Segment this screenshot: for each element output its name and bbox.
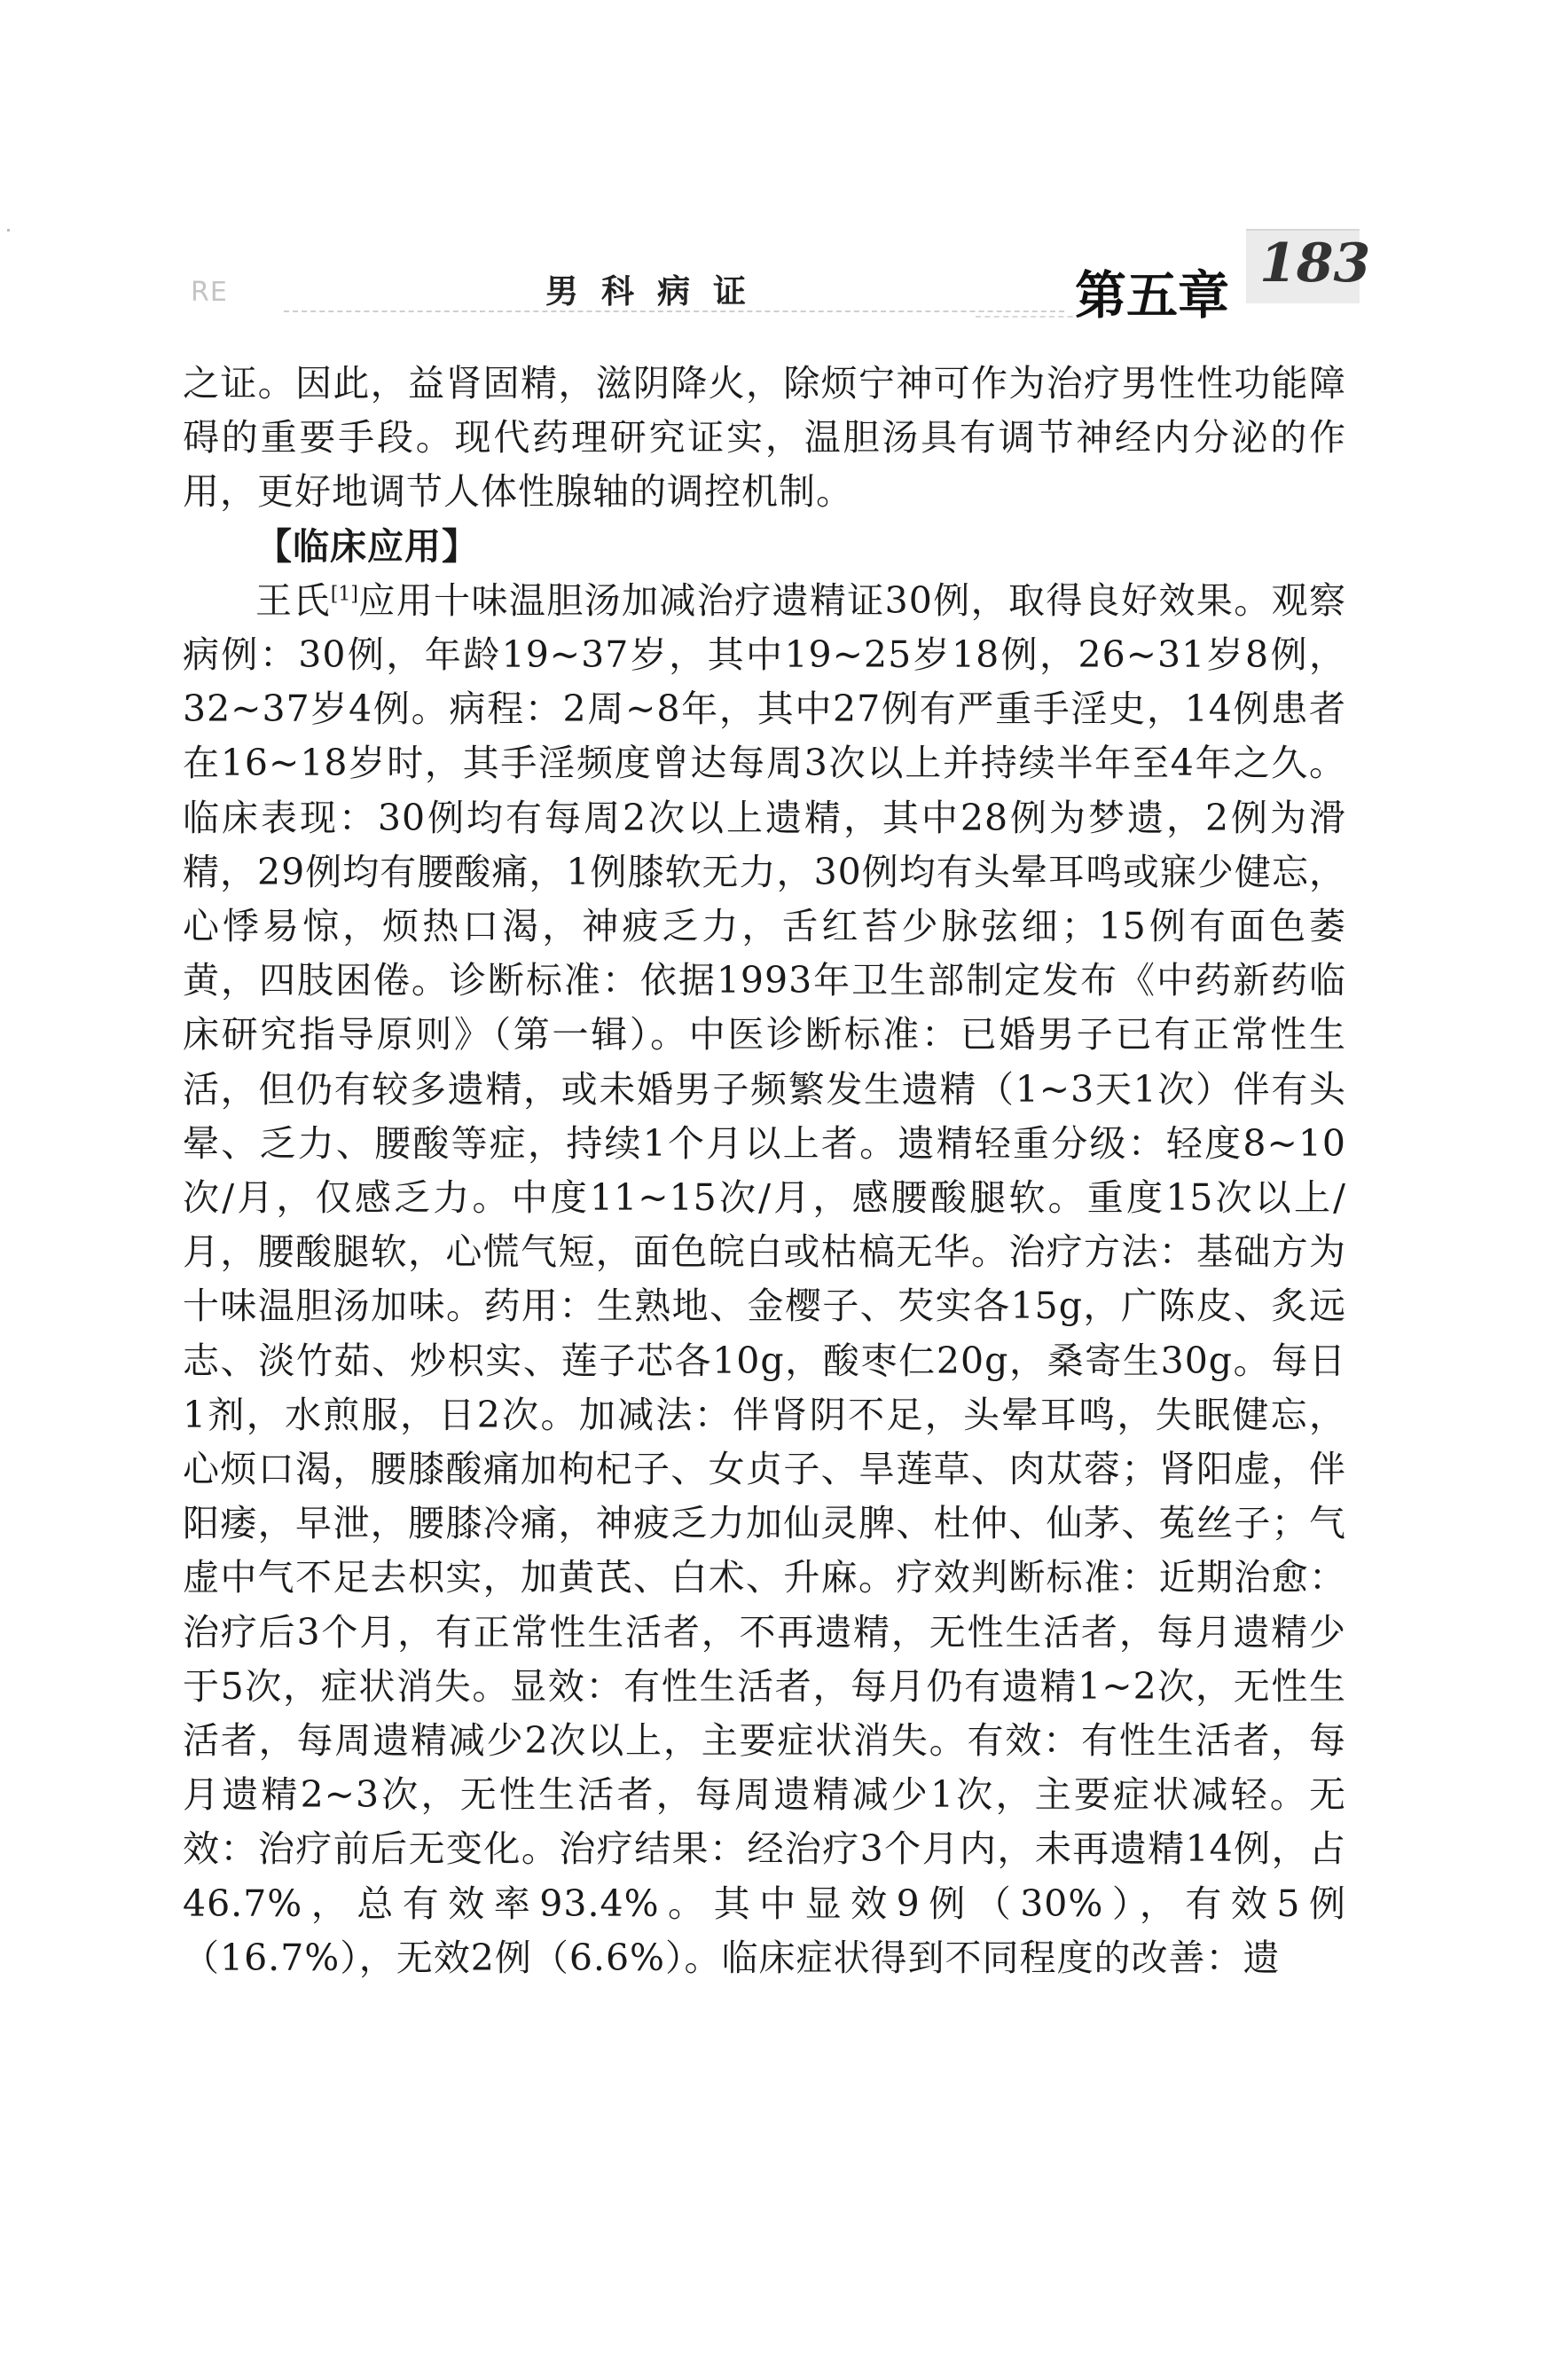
paragraph-continuation: 之证。因此，益肾固精，滋阴降火，除烦宁神可作为治疗男性性功能障碍的重要手段。现代药理研究证实，温胆汤具有调节神经内分泌的作用，更好地调节人体性腺轴的调控机制。 bbox=[183, 362, 1346, 514]
paragraph-clinical-application bbox=[183, 574, 1346, 1985]
page-header bbox=[0, 0, 1568, 337]
page-number: 183 bbox=[1259, 232, 1371, 295]
section-heading: 【临床应用】 bbox=[255, 524, 479, 568]
paragraph-text: 应用十味温胆汤加减治疗遗精证30例，取得良好效果。观察病例：30例，年龄19~37岁，其中19~25岁18例，26~31岁8例，32~37岁4例。病程：2周~8年，其中27例有严重手淫史，14例患者在16~18岁时，其手淫频度曾达每周3次以上并持续半年至4年之久。临床表现：30例均有每周2次以上遗精，其中28例为梦遗，2例为滑精，29例均有腰酸痛，1例膝软无力，30例均有头晕耳鸣或寐少健忘，心悸易惊，烦热口渴，神疲乏力，舌红苔少脉弦细；15例有面色萎黄，四肢困倦。诊断标准：依据1993年卫生部制定发布《中药新药临床研究指导原则》（第一辑）。中医诊断标准：已婚男子已有正常性生活，但仍有较多遗精，或未婚男子频繁发生遗精（1~3天1次）伴有头晕、乏力、腰酸等症，持续1个月以上者。遗精轻重分级：轻度8~10次/月，仅感乏力。中度11~15次/月，感腰酸腿软。重度15次以上/月，腰酸腿软，心慌气短，面色皖白或枯槁无华。治疗方法：基础方为十味温胆汤加味。药用：生熟地、金樱子、芡实各15g，广陈皮、炙远志、淡竹茹、炒枳实、莲子芯各10g，酸枣仁20g，桑寄生30g。每日1剂，水煎服，日2次。加减法：伴肾阴不足，头晕耳鸣，失眠健忘，心烦口渴，腰膝酸痛加枸杞子、女贞子、旱莲草、肉苁蓉；肾阳虚，伴阳痿，早泄，腰膝冷痛，神疲乏力加仙灵脾、杜仲、仙茅、菟丝子；气虚中气不足去枳实，加黄芪、白术、升麻。疗效判断标准：近期治愈：治疗后3个月，有正常性生活者，不再遗精，无性生活者，每月遗精少于5次，症状消失。显效：有性生活者，每月仍有遗精1~2次，无性生活者，每周遗精减少2次以上，主要症状消失。有效：有性生活者，每月遗精2~3次，无性生活者，每周遗精减少1次，主要症状减轻。无效：治疗前后无变化。治疗结果：经治疗3个月内，未再遗精14例，占46.7%，总有效率93.4%。其中显效9例（30%），有效5例（16.7%），无效2例（6.6%）。临床症状得到不同程度的改善：遗 bbox=[183, 578, 1347, 1979]
page-body bbox=[183, 357, 1346, 1985]
header-rule-secondary bbox=[976, 316, 1082, 318]
running-title: 男科病证 bbox=[545, 272, 769, 310]
chapter-label: 第五章 bbox=[1075, 265, 1230, 326]
paragraph-lead: 王氏 bbox=[255, 578, 331, 622]
citation-reference: [1] bbox=[330, 583, 358, 606]
header-corner-mark: RE bbox=[191, 277, 228, 308]
